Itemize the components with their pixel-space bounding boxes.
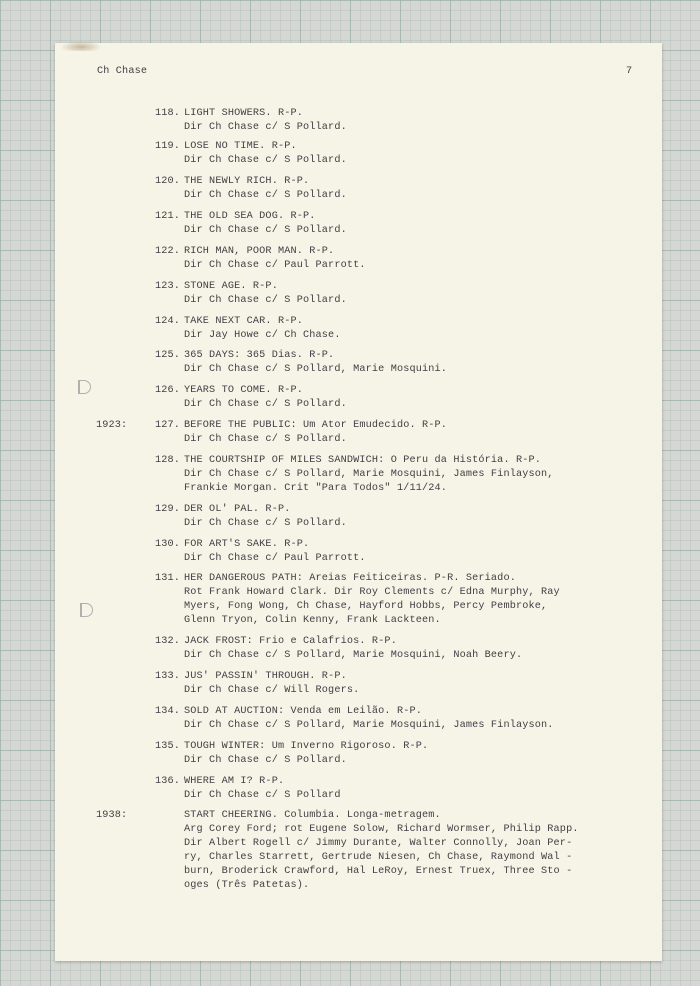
entry-title: HER DANGEROUS PATH: Areias Feiticeiras. P-R. Seriado.: [184, 573, 516, 584]
entry-line: Dir Ch Chase c/ S Pollard, Marie Mosquini.: [184, 364, 448, 375]
entry-number: 130.: [154, 539, 180, 550]
entry-line: burn, Broderick Crawford, Hal LeRoy, Ernest Truex, Three Sto -: [184, 866, 573, 877]
margin-pencil-mark: [78, 380, 91, 394]
entry-title: THE COURTSHIP OF MILES SANDWICH: O Peru da História. R-P.: [184, 455, 542, 466]
entry-title: SOLD AT AUCTION: Venda em Leilão. R-P.: [184, 706, 423, 717]
entry-line: Myers, Fong Wong, Ch Chase, Hayford Hobbs, Percy Pembroke,: [184, 601, 548, 612]
entry-line: Dir Ch Chase c/ S Pollard, Marie Mosquini, James Finlayson,: [184, 469, 554, 480]
entry-line: Dir Ch Chase c/ Will Rogers.: [184, 685, 360, 696]
entry-number: 134.: [154, 706, 180, 717]
margin-pencil-mark: [80, 603, 93, 617]
entry-title: LIGHT SHOWERS. R-P.: [184, 108, 304, 119]
entry-line: Dir Albert Rogell c/ Jimmy Durante, Walter Connolly, Joan Per-: [184, 838, 573, 849]
entry-line: Rot Frank Howard Clark. Dir Roy Clements c/ Edna Murphy, Ray: [184, 587, 560, 598]
page-number: 7: [626, 66, 633, 77]
entry-number: 119.: [154, 141, 180, 152]
entry-number: 125.: [154, 350, 180, 361]
entry-title: JUS' PASSIN' THROUGH. R-P.: [184, 671, 347, 682]
entry-title: JACK FROST: Frio e Calafrios. R-P.: [184, 636, 397, 647]
entry-line: Dir Ch Chase c/ S Pollard: [184, 790, 341, 801]
entry-title: YEARS TO COME. R-P.: [184, 385, 304, 396]
entry-number: 135.: [154, 741, 180, 752]
entry-title: FOR ART'S SAKE. R-P.: [184, 539, 310, 550]
entry-line: Dir Ch Chase c/ S Pollard, Marie Mosquini, Noah Beery.: [184, 650, 523, 661]
entry-number: 120.: [154, 176, 180, 187]
entry-number: 132.: [154, 636, 180, 647]
entry-line: Dir Ch Chase c/ S Pollard.: [184, 190, 347, 201]
entry-line: Dir Jay Howe c/ Ch Chase.: [184, 330, 341, 341]
header-left: Ch Chase: [97, 66, 148, 77]
entry-title: THE OLD SEA DOG. R-P.: [184, 211, 316, 222]
entry-line: Dir Ch Chase c/ S Pollard.: [184, 225, 347, 236]
entry-title: RICH MAN, POOR MAN. R-P.: [184, 246, 335, 257]
entry-number: 128.: [154, 455, 180, 466]
entry-number: 136.: [154, 776, 180, 787]
entry-line: Dir Ch Chase c/ S Pollard, Marie Mosquini, James Finlayson.: [184, 720, 554, 731]
entry-year: 1923:: [96, 420, 128, 431]
entry-title: BEFORE THE PUBLIC: Um Ator Emudecido. R-P.: [184, 420, 448, 431]
entry-title: DER OL' PAL. R-P.: [184, 504, 291, 515]
entry-line: Glenn Tryon, Colin Kenny, Frank Lackteen.: [184, 615, 441, 626]
entry-title: WHERE AM I? R-P.: [184, 776, 285, 787]
document-page: [55, 43, 662, 961]
entry-line: oges (Três Patetas).: [184, 880, 310, 891]
entry-number: 127.: [154, 420, 180, 431]
entry-line: ry, Charles Starrett, Gertrude Niesen, Ch Chase, Raymond Wal -: [184, 852, 573, 863]
entry-number: 129.: [154, 504, 180, 515]
entry-number: 118.: [154, 108, 180, 119]
entry-title: STONE AGE. R-P.: [184, 281, 278, 292]
entry-line: Dir Ch Chase c/ S Pollard.: [184, 155, 347, 166]
entry-number: 121.: [154, 211, 180, 222]
entry-number: 126.: [154, 385, 180, 396]
entry-number: 131.: [154, 573, 180, 584]
entry-line: Arg Corey Ford; rot Eugene Solow, Richard Wormser, Philip Rapp.: [184, 824, 579, 835]
entry-line: Dir Ch Chase c/ S Pollard.: [184, 518, 347, 529]
entry-title: TOUGH WINTER: Um Inverno Rigoroso. R-P.: [184, 741, 429, 752]
entry-line: Dir Ch Chase c/ Paul Parrott.: [184, 260, 366, 271]
entry-title: THE NEWLY RICH. R-P.: [184, 176, 310, 187]
entry-line: Dir Ch Chase c/ S Pollard.: [184, 295, 347, 306]
paper-stain: [60, 41, 102, 51]
entry-title: LOSE NO TIME. R-P.: [184, 141, 297, 152]
entry-line: Dir Ch Chase c/ S Pollard.: [184, 755, 347, 766]
list-item: [96, 809, 579, 926]
entry-line: Dir Ch Chase c/ S Pollard.: [184, 434, 347, 445]
entry-line: START CHEERING. Columbia. Longa-metragem.: [184, 810, 441, 821]
entry-number: 122.: [154, 246, 180, 257]
entry-line: Dir Ch Chase c/ S Pollard.: [184, 399, 347, 410]
entry-line: Frankie Morgan. Crit "Para Todos" 1/11/24.: [184, 483, 448, 494]
entry-number: 124.: [154, 316, 180, 327]
entry-title: 365 DAYS: 365 Dias. R-P.: [184, 350, 335, 361]
entry-title: TAKE NEXT CAR. R-P.: [184, 316, 304, 327]
entry-line: Dir Ch Chase c/ Paul Parrott.: [184, 553, 366, 564]
entry-number: 123.: [154, 281, 180, 292]
entry-number: 133.: [154, 671, 180, 682]
entry-line: Dir Ch Chase c/ S Pollard.: [184, 122, 347, 133]
entry-year: 1938:: [96, 810, 128, 821]
